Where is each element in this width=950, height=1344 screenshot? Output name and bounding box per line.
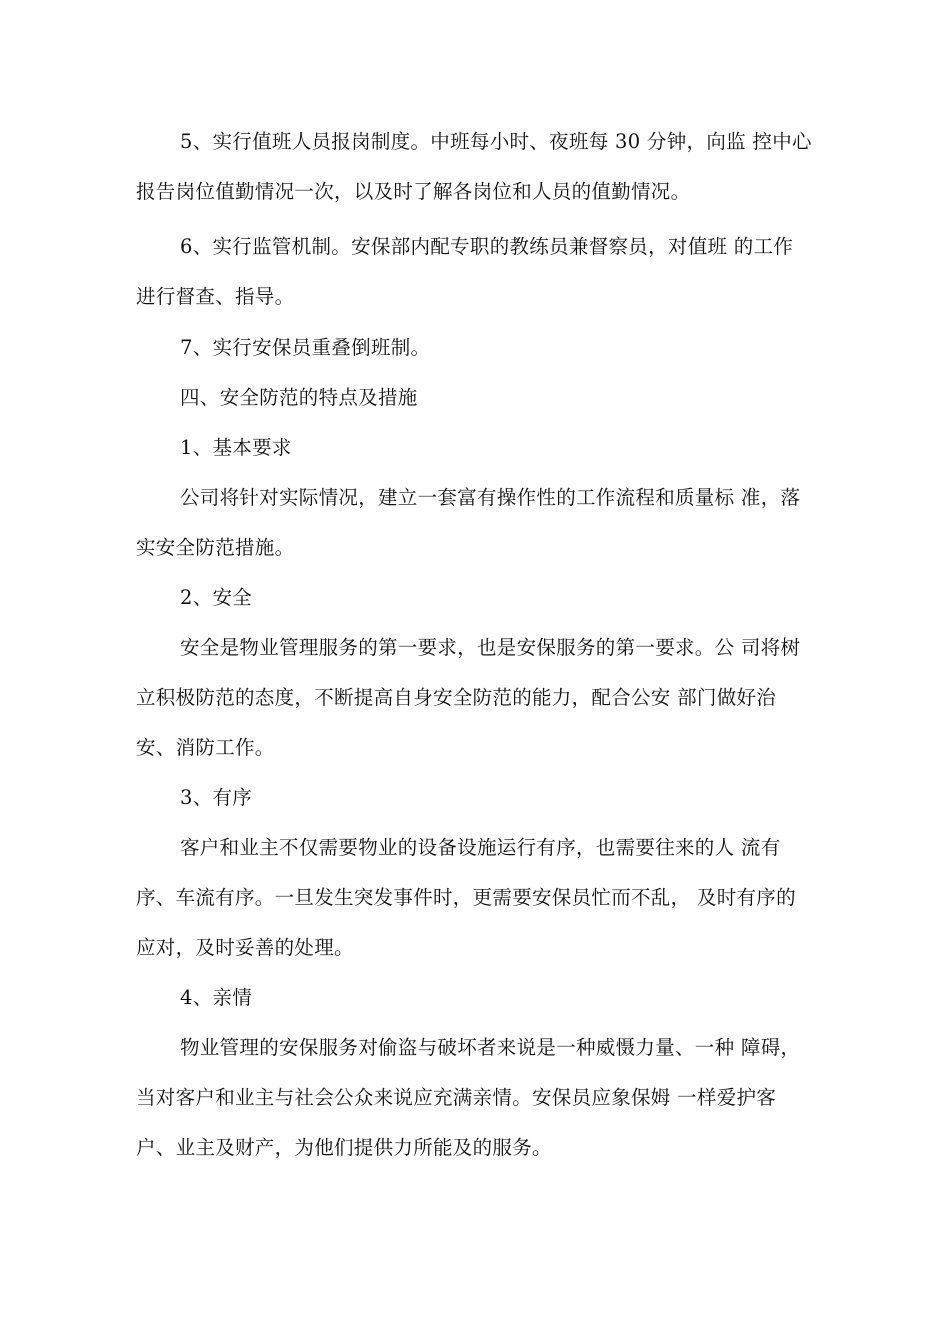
text-line: 户、业主及财产，为他们提供力所能及的服务。 xyxy=(136,1136,552,1159)
text-line: 进行督查、指导。 xyxy=(136,285,295,308)
text-line: 3、有序 xyxy=(180,786,253,809)
subheading-order xyxy=(136,773,826,823)
subheading-affection xyxy=(136,973,826,1023)
paragraph-safety xyxy=(136,623,826,773)
paragraph-basic-requirements xyxy=(136,473,826,573)
text-line: 客户和业主不仅需要物业的设备设施运行有序，也需要往来的人 流有 xyxy=(180,836,781,859)
paragraph-item-6 xyxy=(136,222,826,322)
text-line: 序、车流有序。一旦发生突发事件时，更需要安保员忙而不乱， 及时有序的 xyxy=(136,886,796,909)
paragraph-order xyxy=(136,823,826,973)
text-line: 安全是物业管理服务的第一要求，也是安保服务的第一要求。公 司将树 xyxy=(180,636,801,659)
text-line: 立积极防范的态度，不断提高自身安全防范的能力，配合公安 部门做好治 xyxy=(136,686,777,709)
text-line: 2、安全 xyxy=(180,586,253,609)
subheading-safety xyxy=(136,573,826,623)
subheading-basic-requirements xyxy=(136,423,826,473)
text-line: 5、实行值班人员报岗制度。中班每小时、夜班每 30 分钟，向监 控中心 xyxy=(180,130,812,153)
text-line: 实安全防范措施。 xyxy=(136,536,295,559)
text-line: 公司将针对实际情况，建立一套富有操作性的工作流程和质量标 准，落 xyxy=(180,486,801,509)
paragraph-affection xyxy=(136,1023,826,1173)
text-line: 7、实行安保员重叠倒班制。 xyxy=(180,336,431,359)
text-line: 6、实行监管机制。安保部内配专职的教练员兼督察员，对值班 的工作 xyxy=(180,235,794,258)
text-line: 当对客户和业主与社会公众来说应充满亲情。安保员应象保姆 一样爱护客 xyxy=(136,1086,777,1109)
paragraph-item-5 xyxy=(136,117,826,217)
text-line: 报告岗位值勤情况一次，以及时了解各岗位和人员的值勤情况。 xyxy=(136,180,691,203)
section-heading xyxy=(136,373,826,423)
text-line: 安、消防工作。 xyxy=(136,736,275,759)
paragraph-item-7 xyxy=(136,323,826,373)
text-line: 1、基本要求 xyxy=(180,436,292,459)
text-line: 4、亲情 xyxy=(180,986,253,1009)
text-line: 四、安全防范的特点及措施 xyxy=(180,386,418,409)
text-line: 物业管理的安保服务对偷盗与破坏者来说是一种威慑力量、一种 障碍， xyxy=(180,1036,801,1059)
text-line: 应对，及时妥善的处理。 xyxy=(136,936,354,959)
